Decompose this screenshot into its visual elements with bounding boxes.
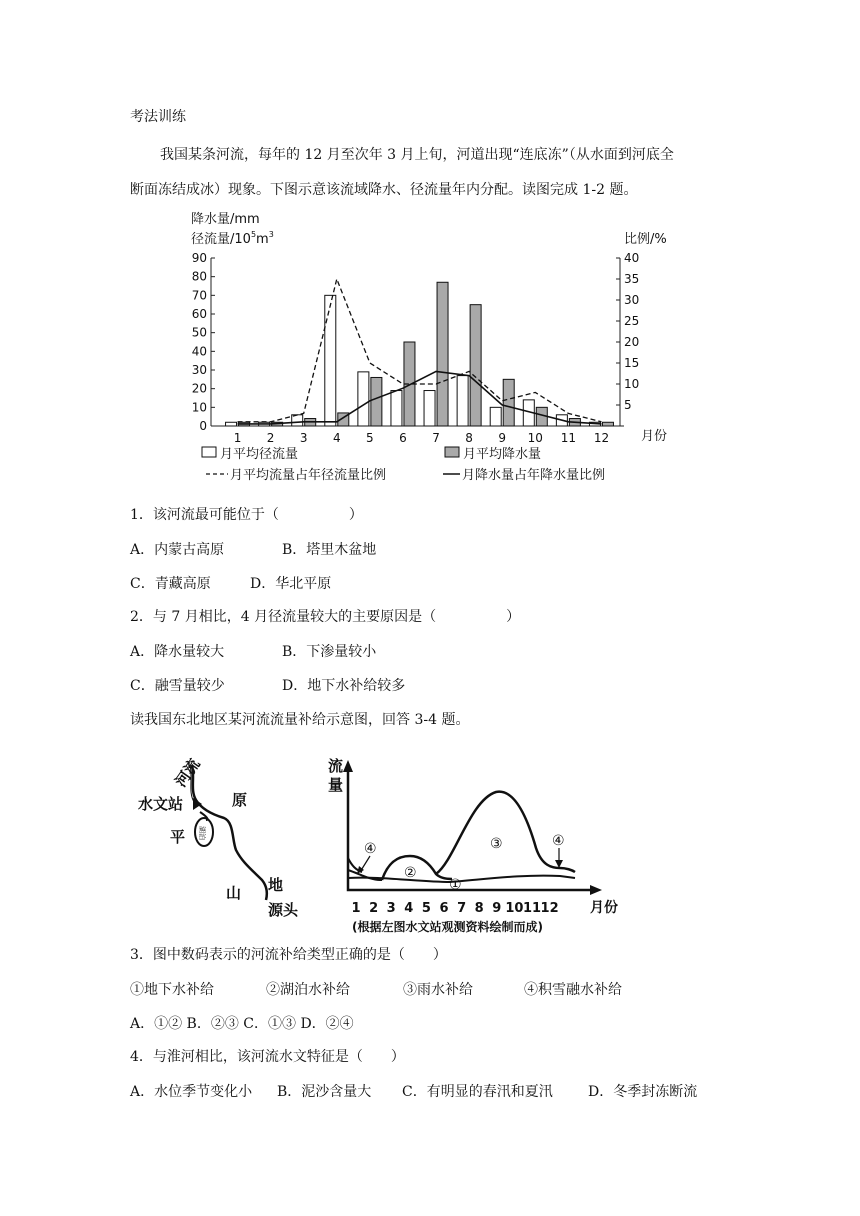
- runoff-bar: [490, 407, 501, 426]
- precip-bar: [437, 282, 448, 426]
- q3-item-1: ①地下水补给: [130, 982, 214, 998]
- chart1-right-label: 比例/%: [624, 232, 667, 247]
- chart2-y-arrow-icon: [343, 760, 353, 772]
- q4-option-d: D．冬季封冻断流: [588, 1084, 698, 1100]
- runoff-bar: [325, 295, 336, 426]
- map-label-ping: 平: [170, 828, 186, 846]
- intro-line-2: 断面冻结成冰）现象。下图示意该流域降水、径流量年内分配。读图完成 1-2 题。: [130, 182, 638, 198]
- chart1-left-tick-label: 20: [191, 381, 207, 396]
- recharge-chart: [325, 750, 618, 945]
- precipitation-runoff-chart: [185, 205, 685, 490]
- q4-option-c: C．有明显的春汛和夏汛: [402, 1084, 553, 1100]
- chart1-right-tick-label: 5: [624, 398, 632, 412]
- q3-item-3: ③雨水补给: [403, 982, 473, 998]
- chart2-x-tick-label: 8: [474, 901, 484, 916]
- precip-bar: [503, 379, 514, 426]
- runoff-bar: [391, 391, 402, 426]
- chart2-x-tick-label: 5: [421, 901, 431, 916]
- chart1-x-tick-label: 3: [299, 431, 308, 445]
- chart2-ylabel-2: 量: [328, 776, 344, 794]
- chart1-x-unit: 月份: [641, 429, 668, 444]
- runoff-bar: [358, 372, 369, 426]
- q3-options: A．①② B．②③ C．①③ D．②④: [130, 1016, 354, 1032]
- river-map: [130, 750, 320, 925]
- runoff-bar: [457, 376, 468, 426]
- region-label-4-right: ④: [552, 833, 565, 849]
- chart1-left-label-1: 降水量/mm: [191, 212, 260, 227]
- question-4: 4．与淮河相比，该河流水文特征是（ ）: [130, 1049, 405, 1065]
- chart1-left-tick-label: 30: [191, 363, 207, 377]
- station-marker-icon: [193, 798, 202, 810]
- legend-precip-swatch: [445, 447, 459, 457]
- precip-bar: [371, 377, 382, 426]
- map-label-di: 地: [268, 876, 284, 894]
- chart2-x-tick-label: 3: [386, 901, 396, 916]
- chart1-right-tick-label: 25: [624, 314, 640, 328]
- legend-runoff: 月平均径流量: [220, 447, 299, 462]
- chart1-x-tick-label: 1: [233, 431, 242, 445]
- question-3: 3．图中数码表示的河流补给类型正确的是（ ）: [130, 947, 447, 963]
- legend-runoff-swatch: [202, 447, 216, 457]
- map-label-river: 河流: [171, 755, 204, 791]
- intro-line-1: 我国某条河流，每年的 12 月至次年 3 月上旬，河道出现“连底冻”（从水面到河底全: [160, 147, 674, 163]
- chart2-x-tick-label: 1: [351, 901, 361, 916]
- chart1-x-tick-label: 7: [432, 431, 440, 445]
- precip-bar: [470, 305, 481, 426]
- chart1-right-tick-label: 15: [624, 356, 640, 370]
- chart1-left-tick-label: 40: [191, 344, 207, 359]
- region-label-4-left: ④: [364, 841, 377, 857]
- chart1-left-tick-label: 80: [191, 269, 207, 284]
- region-label-2: ②: [404, 865, 417, 881]
- chart1-right-tick-label: 35: [624, 272, 640, 286]
- chart1-x-tick-label: 6: [399, 431, 407, 445]
- q3-item-2: ②湖泊水补给: [266, 982, 350, 998]
- q1-option-b: B．塔里木盆地: [282, 542, 377, 558]
- chart1-x-tick-label: 10: [527, 431, 543, 445]
- chart2-x-unit: 月份: [590, 900, 618, 916]
- chart2-ylabel-1: 流: [328, 757, 344, 775]
- map-label-yuan: 原: [232, 791, 248, 809]
- chart2-x-tick-label: 2: [369, 901, 379, 916]
- chart1-left-tick-label: 10: [191, 400, 207, 415]
- chart1-left-tick-label: 70: [191, 288, 207, 303]
- question-2: 2．与 7 月相比，4 月径流量较大的主要原因是（ ）: [130, 609, 521, 625]
- chart1-x-tick-label: 11: [560, 431, 577, 445]
- chart1-x-tick-label: 12: [593, 431, 610, 445]
- chart1-left-tick-label: 50: [191, 325, 207, 340]
- chart2-x-tick-label: 4: [404, 901, 414, 916]
- map-label-source: 源头: [268, 901, 299, 919]
- region-label-1: ①: [449, 877, 462, 893]
- q4-option-a: A．水位季节变化小: [130, 1084, 253, 1100]
- chart2-x-tick-label: 7: [457, 901, 467, 916]
- question-1: 1．该河流最可能位于（ ）: [130, 507, 363, 523]
- runoff-bar: [226, 422, 237, 426]
- runoff-bar: [424, 391, 435, 426]
- q2-option-a: A．降水量较大: [130, 644, 225, 660]
- chart1-right-tick-label: 10: [624, 377, 640, 391]
- legend-precip: 月平均降水量: [463, 447, 542, 462]
- precip-bar: [602, 422, 613, 426]
- map-label-station: 水文站: [138, 795, 184, 813]
- chart2-x-tick-label: 6: [439, 901, 449, 916]
- chart2-x-tick-label: 11: [522, 901, 542, 916]
- q1-option-a: A．内蒙古高原: [130, 542, 225, 558]
- q2-option-b: B．下渗量较小: [282, 644, 377, 660]
- chart2-x-tick-label: 9: [492, 901, 502, 916]
- q3-item-4: ④积雪融水补给: [524, 982, 622, 998]
- intro-2: 读我国东北地区某河流流量补给示意图，回答 3-4 题。: [130, 712, 470, 728]
- chart1-x-tick-label: 4: [332, 431, 341, 445]
- legend-precip-ratio: 月降水量占年降水量比例: [462, 468, 606, 483]
- runoff-ratio-line: [238, 279, 602, 422]
- legend-runoff-ratio: 月平均流量占年径流量比例: [230, 468, 387, 483]
- chart1-x-tick-label: 2: [266, 431, 275, 445]
- chart1-left-tick-label: 90: [191, 251, 207, 265]
- q2-option-c: C．融雪量较少: [130, 678, 225, 694]
- chart2-x-tick-label: 10: [505, 901, 524, 916]
- chart1-left-tick-label: 60: [191, 307, 207, 321]
- chart1-x-tick-label: 8: [465, 431, 473, 445]
- chart2-caption: (根据左图水文站观测资料绘制而成): [352, 920, 543, 934]
- map-label-shan: 山: [226, 884, 242, 902]
- q1-option-c: C．青藏高原: [130, 576, 211, 592]
- chart1-x-tick-label: 9: [498, 431, 507, 445]
- chart2-x-arrow-icon: [590, 885, 602, 895]
- chart1-right-tick-label: 20: [624, 335, 640, 349]
- q1-option-d: D．华北平原: [250, 576, 332, 592]
- q2-option-d: D．地下水补给较多: [282, 678, 406, 694]
- chart1-left-tick-label: 0: [199, 419, 207, 433]
- chart1-x-tick-label: 5: [366, 431, 374, 445]
- q4-option-b: B．泥沙含量大: [277, 1084, 372, 1100]
- chart2-x-tick-label: 12: [540, 901, 559, 916]
- region-label-3: ③: [490, 836, 503, 852]
- chart1-left-label-2: 径流量$/10^5m^3$: [191, 230, 274, 247]
- chart1-right-tick-label: 40: [624, 251, 640, 265]
- section-title: 考法训练: [130, 109, 186, 125]
- chart1-right-tick-label: 30: [624, 293, 640, 307]
- map-label-lake: 湖泊: [198, 826, 206, 840]
